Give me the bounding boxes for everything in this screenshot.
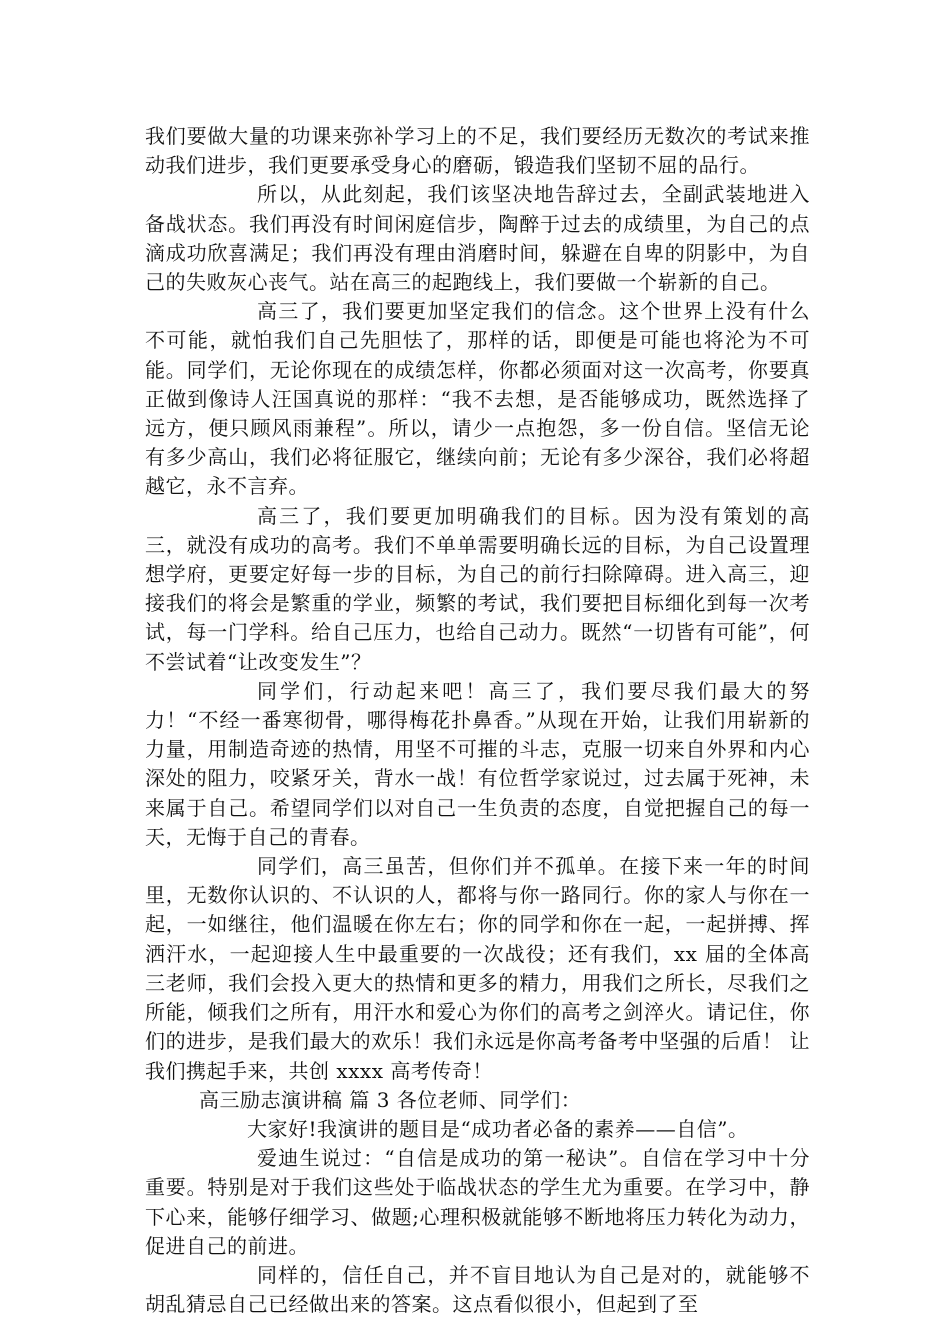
paragraph-4: 高三了，我们要更加明确我们的目标。因为没有策划的高三，就没有成功的高考。我们不单单需要明确长远的目标，为自己设置理想学府，更要定好每一步的目标，为自己的前行扫除障碍。进入高三，迎接我们的将会是繁重的学业，频繁的考试，我们要把目标细化到每一次考试，每一门学科。给自己压力，也给自己动力。既然“一切皆有可能”，何不尝试着“让改变发生”？ bbox=[145, 503, 810, 674]
paragraph-8: 同样的，信任自己，并不盲目地认为自己是对的，就能够不胡乱猜忌自己已经做出来的答案。这点看似很小，但起到了至 bbox=[145, 1262, 810, 1317]
paragraph-2: 所以，从此刻起，我们该坚决地告辞过去，全副武装地进入备战状态。我们再没有时间闲庭信步，陶醉于过去的成绩里，为自己的点滴成功欣喜满足；我们再没有理由消磨时间，躲避在自卑的阴影中，为自己的失败灰心丧气。站在高三的起跑线上，我们要做一个崭新的自己。 bbox=[145, 182, 810, 295]
speech-heading: 高三励志演讲稿 篇 3 各位老师、同学们： bbox=[199, 1087, 582, 1112]
document-page bbox=[145, 122, 810, 1319]
paragraph-6: 同学们，高三虽苦，但你们并不孤单。在接下来一年的时间里，无数你认识的、不认识的人，都将与你一路同行。你的家人与你在一起，一如继往，他们温暖在你左右；你的同学和你在一起，一起拼搏、挥洒汗水，一起迎接人生中最重要的一次战役；还有我们，xx 届的全体高三老师，我们会投入更大的热情和更多的精力，用我们之所长，尽我们之所能，倾我们之所有，用汗水和爱心为你们的高考之剑淬火。请记住，你们的进步，是我们最大的欢乐！我们永远是你高考备考中坚强的后盾！ 让我们携起手来，共创 xxxx 高考传奇！ bbox=[145, 854, 810, 1083]
speech-greeting: 大家好!我演讲的题目是“成功者必备的素养——自信”。 bbox=[247, 1116, 749, 1141]
paragraph-1: 我们要做大量的功课来弥补学习上的不足，我们要经历无数次的考试来推动我们进步，我们更要承受身心的磨砺，锻造我们坚韧不屈的品行。 bbox=[145, 124, 810, 178]
paragraph-7: 爱迪生说过：“自信是成功的第一秘诀”。自信在学习中十分重要。特别是对于我们这些处于临战状态的学生尤为重要。在学习中，静下心来，能够仔细学习、做题;心理积极就能够不断地将压力转化为动力，促进自己的前进。 bbox=[145, 1146, 810, 1258]
paragraph-3: 高三了，我们要更加坚定我们的信念。这个世界上没有什么不可能，就怕我们自己先胆怯了，那样的话，即便是可能也将沦为不可能。同学们，无论你现在的成绩怎样，你都必须面对这一次高考，你要真正做到像诗人汪国真说的那样：“我不去想，是否能够成功，既然选择了远方，便只顾风雨兼程”。所以，请少一点抱怨，多一份自信。坚信无论有多少高山，我们必将征服它，继续向前；无论有多少深谷，我们必将超越它，永不言弃。 bbox=[145, 299, 810, 499]
paragraph-5: 同学们，行动起来吧！高三了，我们要尽我们最大的努力！“不经一番寒彻骨，哪得梅花扑鼻香。”从现在开始，让我们用崭新的力量，用制造奇迹的热情，用坚不可摧的斗志，克服一切来自外界和内心深处的阻力，咬紧牙关，背水一战！有位哲学家说过，过去属于死神，未来属于自己。希望同学们以对自己一生负责的态度，自觉把握自己的每一天，无悔于自己的青春。 bbox=[145, 678, 810, 849]
